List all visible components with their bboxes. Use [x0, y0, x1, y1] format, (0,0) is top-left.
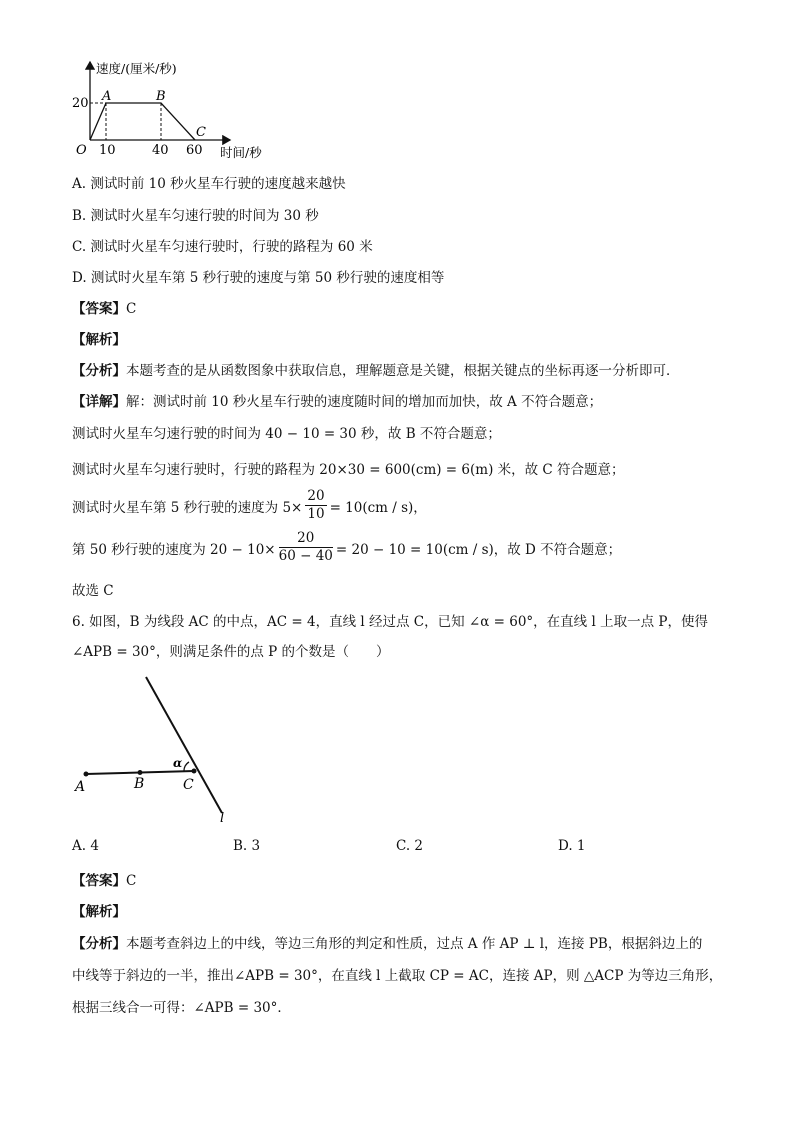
fenxi-text: 本题考查的是从函数图象中获取信息，理解题意是关键，根据关键点的坐标再逐一分析即可．: [126, 363, 680, 379]
q6-fenxi-line1: [72, 932, 702, 952]
line5-pre: 第 50 秒行驶的速度为 20 − 10×: [72, 541, 276, 558]
line5-post: = 20 − 10 = 10(cm / s)，故 D 不符合题意；: [335, 541, 622, 558]
fraction-denominator: 60 − 40: [278, 548, 333, 564]
q5-answer: [72, 297, 136, 317]
alpha-label: α: [173, 756, 183, 770]
answer-label: 【答案】: [72, 301, 126, 317]
q6-stem-line1: 6. 如图，B 为线段 AC 的中点，AC = 4，直线 l 经过点 C，已知 ∠α = 60°，在直线 l 上取一点 P，使得: [72, 614, 708, 630]
fraction-20-10: [305, 488, 326, 523]
x-axis-label: 时间/秒: [220, 145, 262, 160]
fenxi-label: 【分析】: [72, 363, 126, 379]
q5-analysis-label: 【解析】: [72, 332, 126, 348]
q5-option-a: A. 测试时前 10 秒火星车行驶的速度越来越快: [72, 176, 346, 192]
q5-line4: [72, 488, 427, 523]
q6-stem-line2: ∠APB = 30°，则满足条件的点 P 的个数是（ ）: [72, 644, 390, 660]
q5-xiangjie: [72, 390, 602, 410]
label-a: A: [75, 779, 86, 795]
angle-alpha-arc: [184, 762, 189, 771]
x-tick-60: 60: [186, 143, 203, 158]
y-tick-20: 20: [72, 96, 89, 111]
point-label-a: A: [102, 89, 112, 104]
point-a-dot: [84, 772, 89, 777]
q6-fenxi-line2: 中线等于斜边的一半，推出∠APB = 30°，在直线 l 上截取 CP = AC，连接 AP，则 △ACP 为等边三角形，: [72, 968, 723, 984]
line4-post: = 10(cm / s)，: [329, 499, 427, 516]
xiangjie-line1: 解：测试时前 10 秒火星车行驶的速度随时间的增加而加快，故 A 不符合题意；: [126, 394, 603, 410]
label-l: l: [220, 811, 225, 826]
q6-analysis-label: 【解析】: [72, 904, 126, 920]
point-c-dot: [192, 769, 197, 774]
q6-fenxi-line3: 根据三线合一可得：∠APB = 30°．: [72, 1000, 291, 1016]
xiangjie-label: 【详解】: [72, 394, 126, 410]
fenxi-label: 【分析】: [72, 936, 126, 952]
fraction-denominator: 10: [307, 506, 325, 522]
fraction-numerator: 20: [279, 530, 333, 548]
q6-answer: [72, 869, 136, 889]
x-tick-10: 10: [99, 143, 116, 158]
q6-option-b: B. 3: [233, 838, 261, 854]
q5-line2: 测试时火星车匀速行驶的时间为 40 − 10 = 30 秒，故 B 不符合题意；: [72, 426, 501, 442]
q6-option-a: A. 4: [72, 838, 99, 854]
x-tick-40: 40: [152, 143, 169, 158]
label-c: C: [183, 777, 194, 793]
fraction-20-20: [279, 530, 333, 565]
q5-conclusion: 故选 C: [72, 583, 114, 599]
point-label-b: B: [156, 89, 166, 104]
label-b: B: [134, 776, 145, 792]
q5-option-d: D. 测试时火星车第 5 秒行驶的速度与第 50 秒行驶的速度相等: [72, 270, 445, 286]
q5-option-b: B. 测试时火星车匀速行驶的时间为 30 秒: [72, 208, 319, 224]
geometry-figure: [70, 670, 240, 830]
answer-label: 【答案】: [72, 873, 126, 889]
fraction-numerator: 20: [307, 488, 325, 504]
line4-pre: 测试时火星车第 5 秒行驶的速度为 5×: [72, 499, 303, 516]
q5-fenxi: [72, 359, 680, 379]
answer-value: C: [126, 301, 137, 317]
q5-line3: 测试时火星车匀速行驶时，行驶的路程为 20×30 = 600(cm) = 6(m) 米，故 C 符合题意；: [72, 462, 625, 478]
point-b-dot: [138, 770, 143, 775]
q6-option-d: D. 1: [558, 838, 586, 854]
q5-option-c: C. 测试时火星车匀速行驶时，行驶的路程为 60 米: [72, 239, 373, 255]
q5-line5: [72, 530, 621, 565]
y-axis-label: 速度/(厘米/秒): [96, 61, 177, 76]
q6-option-c: C. 2: [396, 838, 424, 854]
point-label-c: C: [196, 125, 206, 140]
velocity-time-graph: [70, 58, 290, 168]
fenxi-text-1: 本题考查斜边上的中线，等边三角形的判定和性质，过点 A 作 AP ⊥ l，连接 PB，根据斜边上的: [126, 936, 703, 952]
answer-value: C: [126, 873, 137, 889]
origin-label: O: [76, 143, 87, 158]
